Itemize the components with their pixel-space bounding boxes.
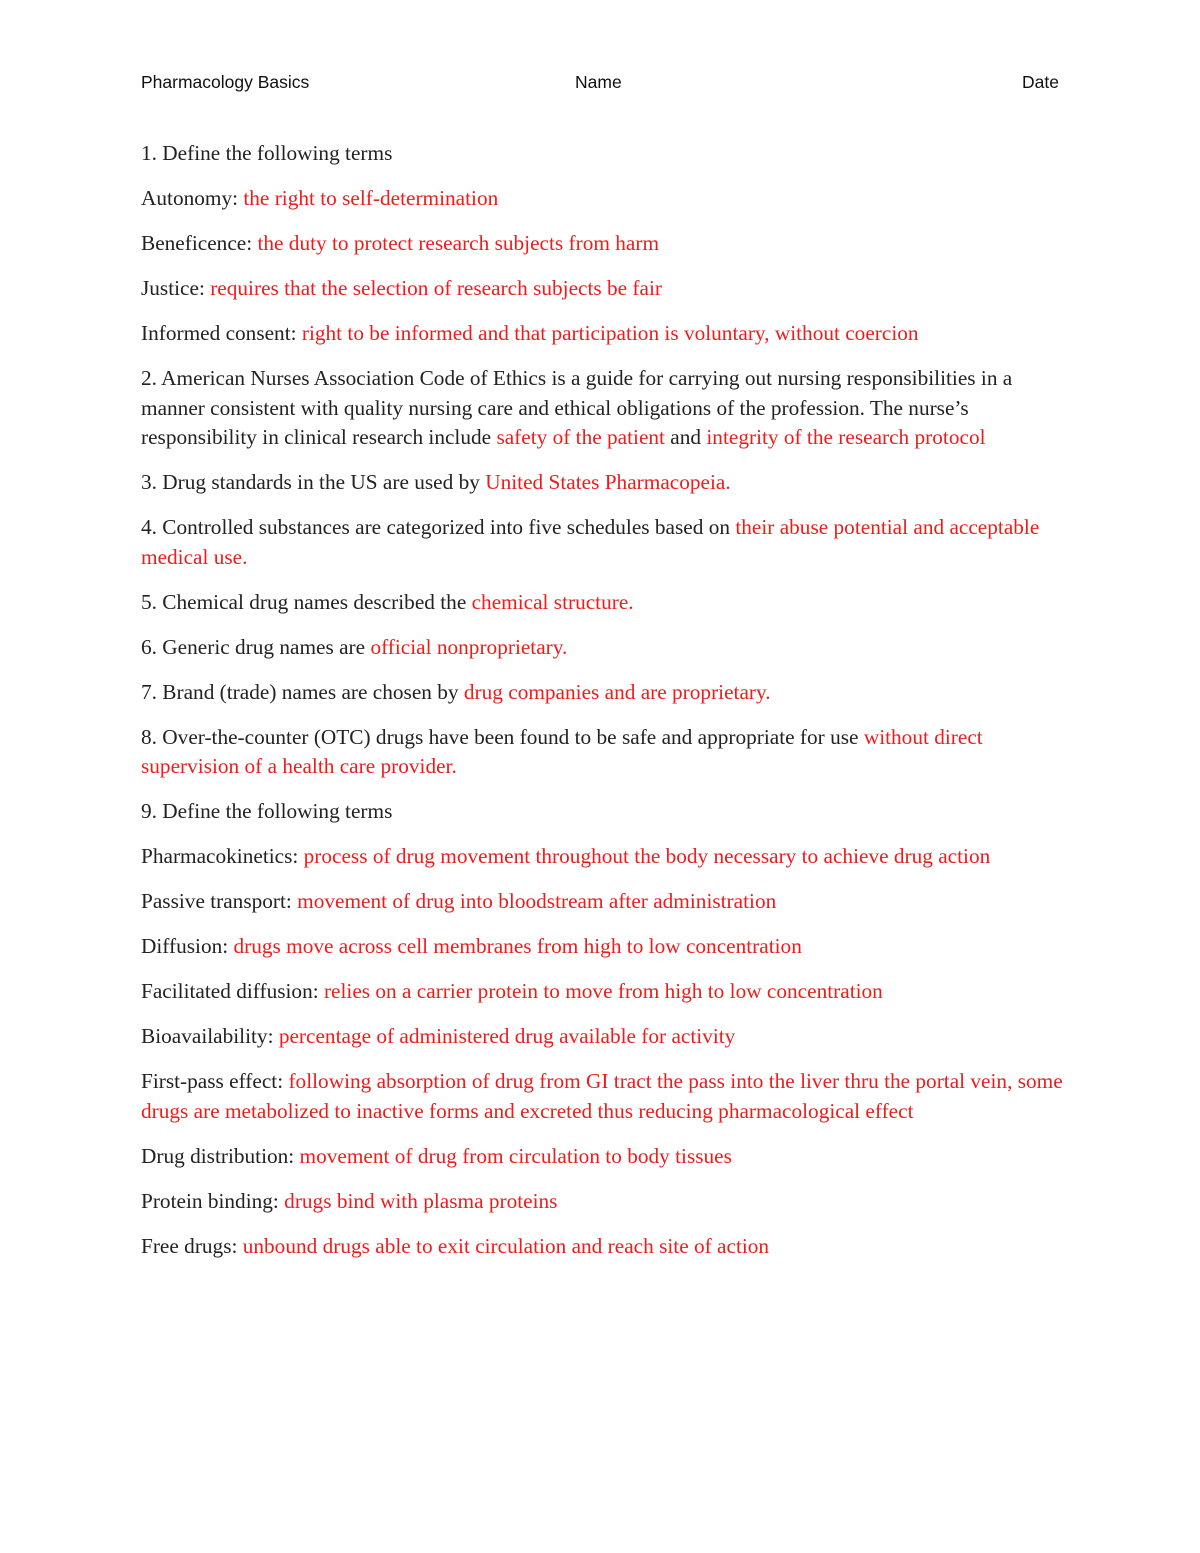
answer-bioavailability: percentage of administered drug available for activity: [278, 1024, 736, 1048]
question-4: 4. Controlled substances are categorized into five schedules based on their abuse potential and acceptable medical use.: [141, 515, 1040, 569]
answer-7: drug companies and are proprietary.: [463, 679, 771, 704]
answer-3: United States Pharmacopeia.: [485, 470, 731, 494]
answer-justice: requires that the selection of research subjects be fair: [210, 276, 662, 300]
page-header: [141, 72, 1059, 100]
answer-2a: safety of the patient: [496, 425, 665, 449]
term-justice: Justice: requires that the selection of research subjects be fair: [141, 276, 662, 300]
answer-passive-transport: movement of drug into bloodstream after administration: [297, 889, 777, 913]
answer-4: their abuse potential and acceptable medical use.: [141, 515, 1040, 569]
question-8: 8. Over-the-counter (OTC) drugs have been found to be safe and appropriate for use without direct supervision of a health care provider.: [141, 724, 983, 778]
question-6: 6. Generic drug names are official nonproprietary.: [141, 634, 568, 659]
term-informed-consent: Informed consent: right to be informed and that participation is voluntary, without coercion: [141, 321, 919, 345]
answer-pharmacokinetics: process of drug movement throughout the body necessary to achieve drug action: [303, 844, 991, 868]
answer-protein-binding: drugs bind with plasma proteins: [284, 1188, 558, 1213]
term-passive-transport: Passive transport: movement of drug into bloodstream after administration: [141, 889, 777, 913]
question-2: 2. American Nurses Association Code of Ethics is a guide for carrying out nursing responsibilities in a manner consistent with quality nursing care and ethical obligations of the profession. The nurse’s responsibility in clinical research include safety of the patient and integrity of the research protocol: [141, 366, 1013, 449]
term-facilitated-diffusion: Facilitated diffusion: relies on a carrier protein to move from high to low concentration: [141, 979, 883, 1003]
term-bioavailability: Bioavailability: percentage of administered drug available for activity: [141, 1024, 736, 1048]
answer-beneficence: the duty to protect research subjects from harm: [257, 231, 660, 255]
answer-2b: integrity of the research protocol: [706, 425, 986, 449]
answer-8: without direct supervision of a health care provider.: [141, 724, 983, 778]
question-7: 7. Brand (trade) names are chosen by drug companies and are proprietary.: [141, 679, 771, 704]
term-pharmacokinetics: Pharmacokinetics: process of drug movement throughout the body necessary to achieve drug action: [141, 844, 991, 868]
answer-diffusion: drugs move across cell membranes from high to low concentration: [233, 934, 802, 958]
date-label: Date: [1022, 72, 1059, 92]
term-first-pass-effect: First-pass effect: following absorption of drug from GI tract the pass into the liver thru the portal vein, some drugs are metabolized to inactive forms and excreted thus reducing pharmacological effect: [141, 1069, 1063, 1123]
answer-autonomy: the right to self-determination: [243, 186, 499, 210]
answer-first-pass-effect: following absorption of drug from GI tract the pass into the liver thru the portal vein, some drugs are metabolized to inactive forms and excreted thus reducing pharmacological effect: [141, 1069, 1063, 1123]
term-protein-binding: Protein binding: drugs bind with plasma proteins: [141, 1188, 558, 1213]
answer-free-drugs: unbound drugs able to exit circulation and reach site of action: [242, 1233, 770, 1258]
question-9-prompt: 9. Define the following terms: [141, 799, 393, 823]
worksheet-body: [141, 139, 1066, 1277]
answer-facilitated-diffusion: relies on a carrier protein to move from high to low concentration: [323, 979, 883, 1003]
term-autonomy: Autonomy: the right to self-determination: [141, 186, 499, 210]
term-beneficence: Beneficence: the duty to protect research subjects from harm: [141, 231, 660, 255]
name-label: Name: [575, 72, 622, 92]
question-3: 3. Drug standards in the US are used by United States Pharmacopeia.: [141, 470, 731, 494]
question-1-prompt: 1. Define the following terms: [141, 141, 393, 165]
term-drug-distribution: Drug distribution: movement of drug from circulation to body tissues: [141, 1143, 732, 1168]
answer-6: official nonproprietary.: [370, 634, 568, 659]
answer-drug-distribution: movement of drug from circulation to body tissues: [299, 1143, 732, 1168]
answer-5: chemical structure.: [471, 589, 634, 614]
question-5: 5. Chemical drug names described the chemical structure.: [141, 589, 634, 614]
term-diffusion: Diffusion: drugs move across cell membranes from high to low concentration: [141, 934, 802, 958]
term-free-drugs: Free drugs: unbound drugs able to exit circulation and reach site of action: [141, 1233, 770, 1258]
course-title: Pharmacology Basics: [141, 72, 310, 92]
answer-informed-consent: right to be informed and that participation is voluntary, without coercion: [301, 321, 919, 345]
